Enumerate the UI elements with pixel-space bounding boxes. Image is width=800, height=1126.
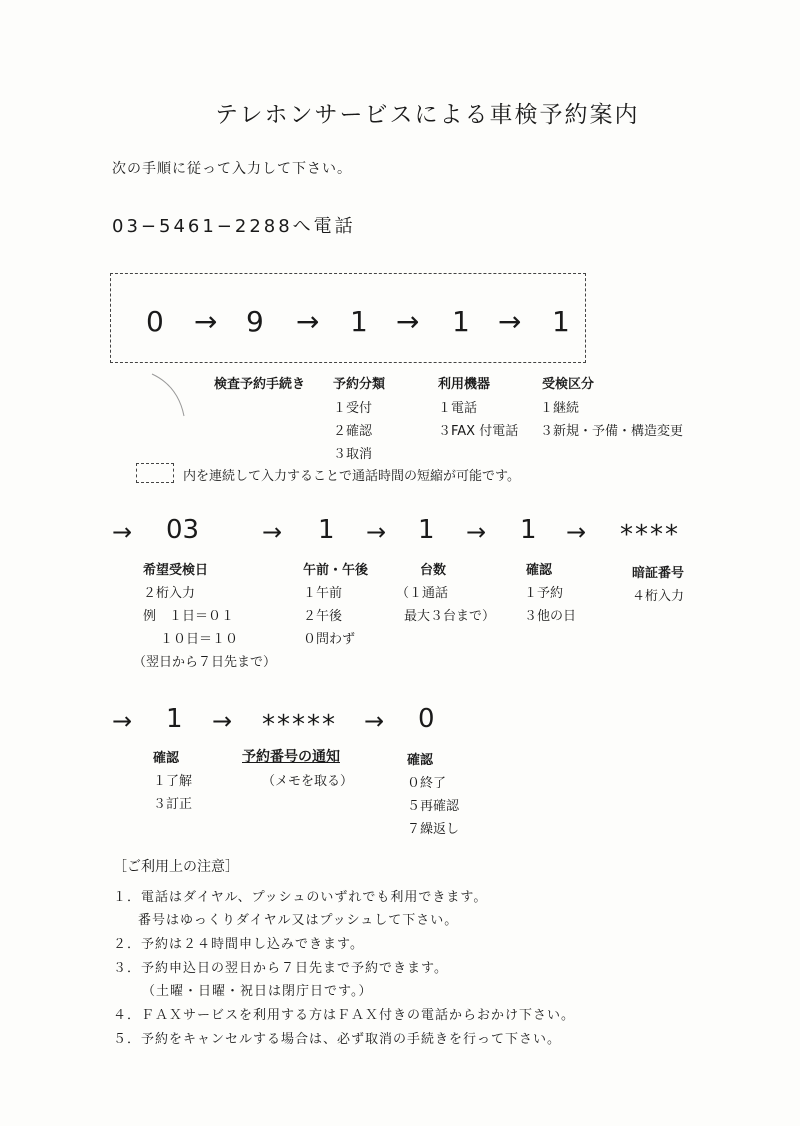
seq3-value: 1 [166,704,183,734]
arrow-icon: → [396,305,420,338]
seq1-header: 利用機器 [438,377,491,392]
seq1-header: 予約分類 [333,377,386,392]
seq2-value: **** [620,520,680,550]
seq3-value: 0 [418,704,435,734]
page-title: テレホンサービスによる車検予約案内 [215,102,640,128]
intro-text: 次の手順に従って入力して下さい。 [112,161,352,177]
seq3-item: ０終了 [407,776,447,791]
seq2-value: 1 [418,515,435,545]
seq2-item: （１通話 [396,586,449,601]
seq2-item: ３他の日 [524,609,577,624]
seq2-item: １０日＝１０ [160,632,239,647]
seq2-item: １予約 [524,586,564,601]
arrow-icon: → [262,518,283,546]
seq2-header: 午前・午後 [303,563,369,578]
note-item: ４．ＦＡＸサービスを利用する方はＦＡＸ付きの電話からおかけ下さい。 [113,1008,576,1023]
arrow-icon: → [296,305,320,338]
seq3-header: 確認 [153,751,180,766]
arrow-icon: → [566,518,587,546]
seq1-item: ３新規・予備・構造変更 [540,424,684,439]
arrow-icon: → [366,518,387,546]
note-item: ５．予約をキャンセルする場合は、必ず取消の手続きを行って下さい。 [113,1032,562,1047]
arrow-icon: → [212,707,233,735]
seq1-item: ３FAX 付電話 [438,424,519,439]
arrow-icon: → [498,305,522,338]
seq3-value: ***** [262,710,337,740]
seq3-item: ５再確認 [407,799,460,814]
seq3-item: （メモを取る） [262,774,354,789]
seq2-value: 03 [166,515,200,545]
seq2-header: 確認 [526,563,553,578]
seq1-item: １受付 [333,401,373,416]
seq1-item: ３取消 [333,447,373,462]
seq1-digit: 9 [246,305,264,338]
seq2-value: 1 [520,515,537,545]
arrow-icon: → [194,305,218,338]
seq1-digit: 1 [350,305,368,338]
seq3-item: ７繰返し [407,822,460,837]
seq3-item: １了解 [153,774,193,789]
seq3-item: ３訂正 [153,797,193,812]
seq3-header: 確認 [407,753,434,768]
note-item: ２．予約は２４時間申し込みできます。 [113,937,364,952]
seq2-item: ２桁入力 [143,586,196,601]
note-item: （土曜・日曜・祝日は閉庁日です。） [142,984,373,999]
small-dashed-box [136,463,174,483]
seq2-value: 1 [318,515,335,545]
seq1-digit: 0 [146,305,164,338]
seq1-header: 受検区分 [542,377,595,392]
arrow-icon: → [112,518,133,546]
seq2-header: 暗証番号 [632,566,685,581]
seq2-header: 台数 [420,563,447,578]
seq2-item: （翌日から７日先まで） [133,655,277,670]
arrow-icon: → [112,707,133,735]
arrow-icon: → [364,707,385,735]
notes-heading: ［ご利用上の注意］ [113,859,239,875]
seq1-header: 検査予約手続き [214,377,306,392]
seq2-item: 最大３台まで） [404,609,496,624]
seq1-item: １電話 [438,401,478,416]
seq2-header: 希望受検日 [143,563,209,578]
seq1-digit: 1 [552,305,570,338]
curve-mark [150,372,190,422]
note-item: ３．予約申込日の翌日から７日先まで予約できます。 [113,961,448,976]
note-item: １．電話はダイヤル、プッシュのいずれでも利用できます。 [113,890,488,905]
seq2-item: １午前 [303,586,343,601]
seq1-digit: 1 [452,305,470,338]
seq2-item: 例 １日＝０１ [143,609,235,624]
seq3-header: 予約番号の通知 [242,749,340,765]
seq2-item: ４桁入力 [632,589,685,604]
seq1-item: １継続 [540,401,580,416]
dashed-note: 内を連続して入力することで通話時間の短縮が可能です。 [183,469,520,484]
seq1-item: ２確認 [333,424,373,439]
seq2-item: ０問わず [303,632,356,647]
arrow-icon: → [466,518,487,546]
seq2-item: ２午後 [303,609,343,624]
phone-number: 03−5461−2288へ電話 [112,216,356,237]
note-item: 番号はゆっくりダイヤル又はプッシュして下さい。 [138,913,459,928]
